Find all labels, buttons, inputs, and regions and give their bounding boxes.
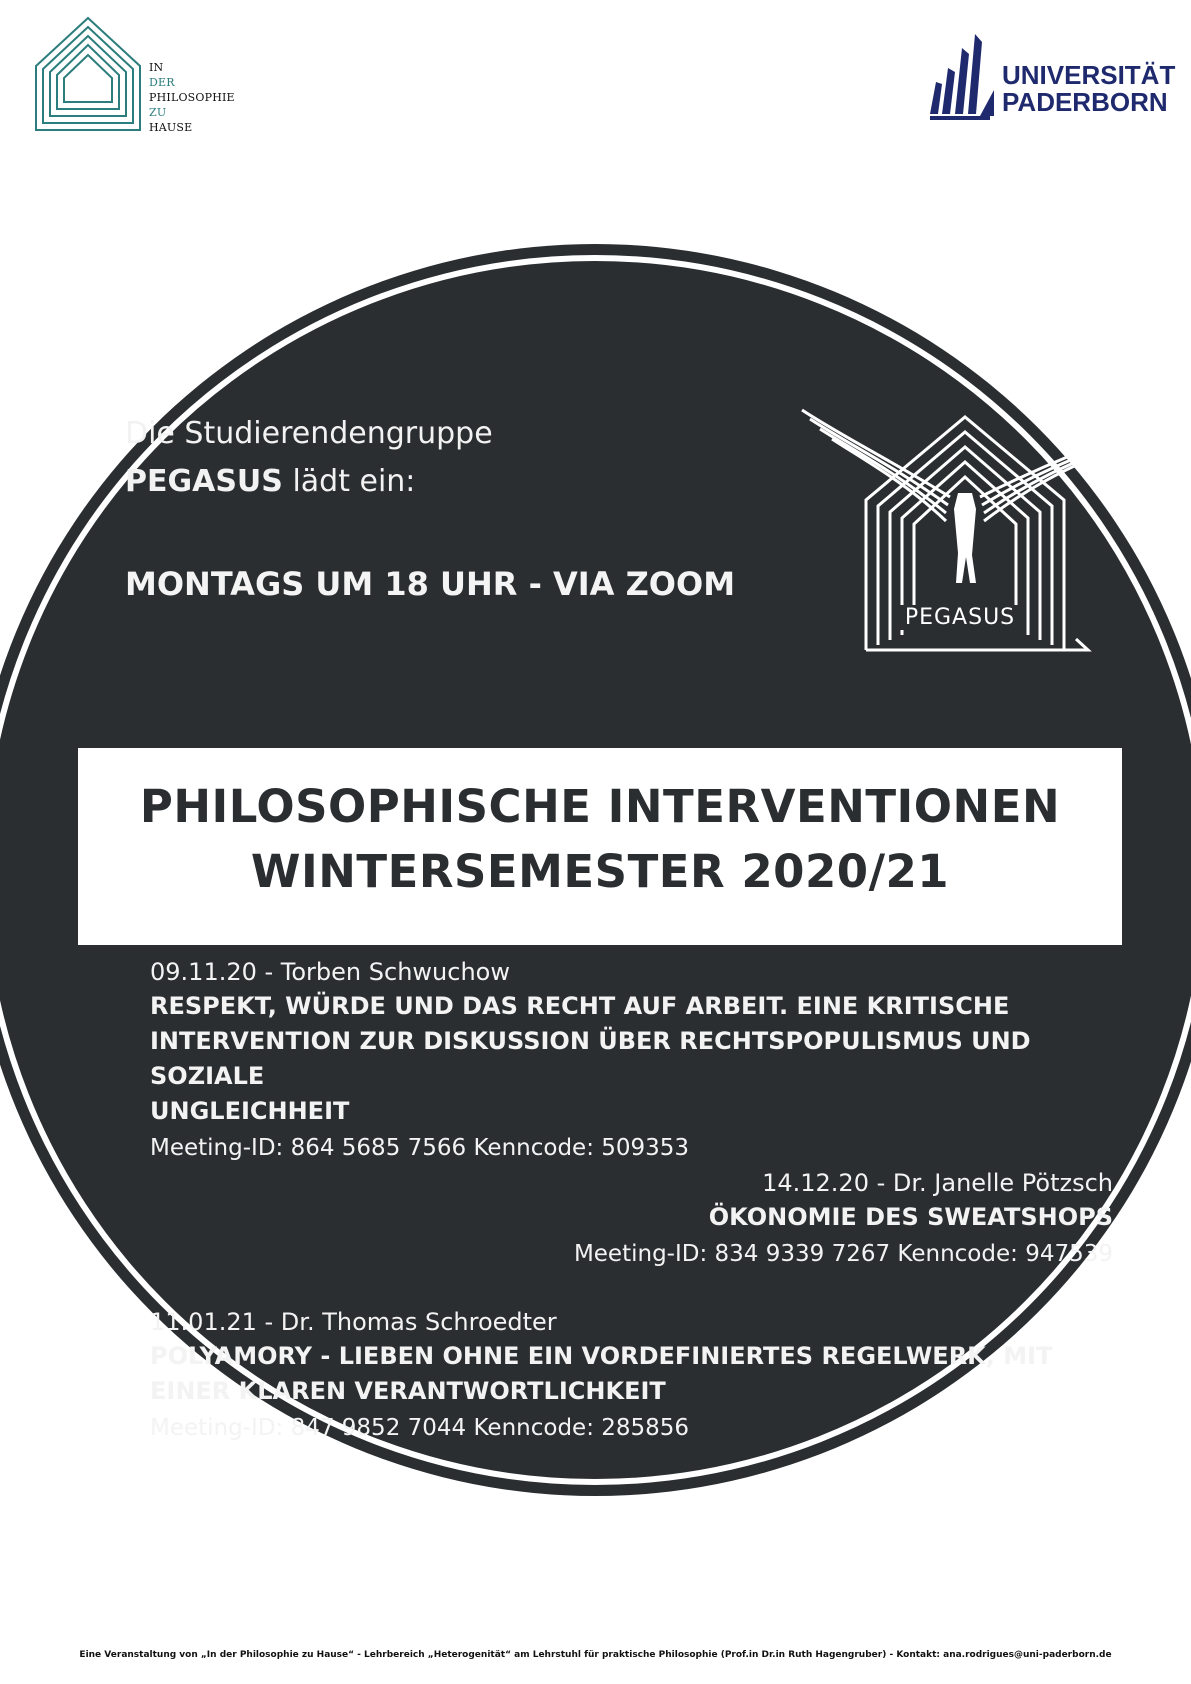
event-1 [150, 955, 1110, 1167]
event-meeting-info: Meeting-ID: 847 9852 7044 Kenncode: 285856 [150, 1415, 690, 1441]
event-title-line: POLYAMORY - LIEBEN OHNE EIN VORDEFINIERTES REGELWERK, MIT [150, 1342, 1053, 1370]
event-title-line: EINER KLAREN VERANTWORTLICHKEIT [150, 1377, 666, 1405]
house-maze-icon [34, 16, 144, 136]
logo-line: PHILOSOPHIE [149, 91, 235, 104]
event-date-speaker: 14.12.20 - Dr. Janelle Pötzsch [762, 1169, 1113, 1197]
logo-line: HAUSE [149, 121, 193, 134]
footer-note: Eine Veranstaltung von „In der Philosophie zu Hause“ - Lehrbereich „Heterogenität“ am Lehrstuhl für praktische Philosophie (Prof.in Dr.in Ruth Hagengruber) - Kontakt: ana.rodrigues@uni-paderborn.de [79, 1650, 1112, 1660]
university-bars-icon [928, 30, 998, 120]
invitation-rest: lädt ein: [282, 464, 416, 499]
series-title-box [78, 748, 1122, 945]
invitation-line-2 [125, 458, 493, 506]
event-date-speaker: 09.11.20 - Torben Schwuchow [150, 958, 510, 986]
event-title-line: ÖKONOMIE DES SWEATSHOPS [708, 1203, 1113, 1231]
invitation-line-1: Die Studierendengruppe [125, 416, 493, 451]
event-title-line: UNGLEICHHEIT [150, 1097, 350, 1125]
philosophie-zu-hause-logo [34, 16, 234, 136]
pegasus-label: PEGASUS [900, 605, 1020, 630]
event-2 [413, 1166, 1113, 1273]
event-date-speaker: 11.01.21 - Dr. Thomas Schroedter [150, 1308, 557, 1336]
series-title: PHILOSOPHISCHE INTERVENTIONEN [139, 780, 1061, 833]
semester-title: WINTERSEMESTER 2020/21 [250, 845, 950, 898]
event-meeting-info: Meeting-ID: 864 5685 7566 Kenncode: 509353 [150, 1135, 690, 1161]
pegasus-logo [800, 405, 1130, 655]
logo-line: ZU [149, 106, 167, 119]
event-title-line: RESPEKT, WÜRDE UND DAS RECHT AUF ARBEIT. EINE KRITISCHE [150, 992, 1010, 1020]
event-meeting-info: Meeting-ID: 834 9339 7267 Kenncode: 947539 [573, 1241, 1113, 1267]
invitation [125, 410, 493, 506]
event-3 [150, 1305, 1110, 1447]
university-name-line: PADERBORN [1002, 87, 1168, 117]
logo-line: DER [149, 76, 175, 89]
logo-line: IN [149, 61, 164, 74]
university-name [1002, 62, 1175, 116]
university-logo [928, 30, 1176, 120]
group-name: PEGASUS [125, 464, 283, 499]
university-name-line: UNIVERSITÄT [1002, 60, 1176, 90]
schedule-info: MONTAGS UM 18 UHR - VIA ZOOM [125, 565, 736, 603]
event-title-line: INTERVENTION ZUR DISKUSSION ÜBER RECHTSPOPULISMUS UND SOZIALE [150, 1027, 1031, 1090]
philosophie-logo-text [149, 60, 235, 135]
